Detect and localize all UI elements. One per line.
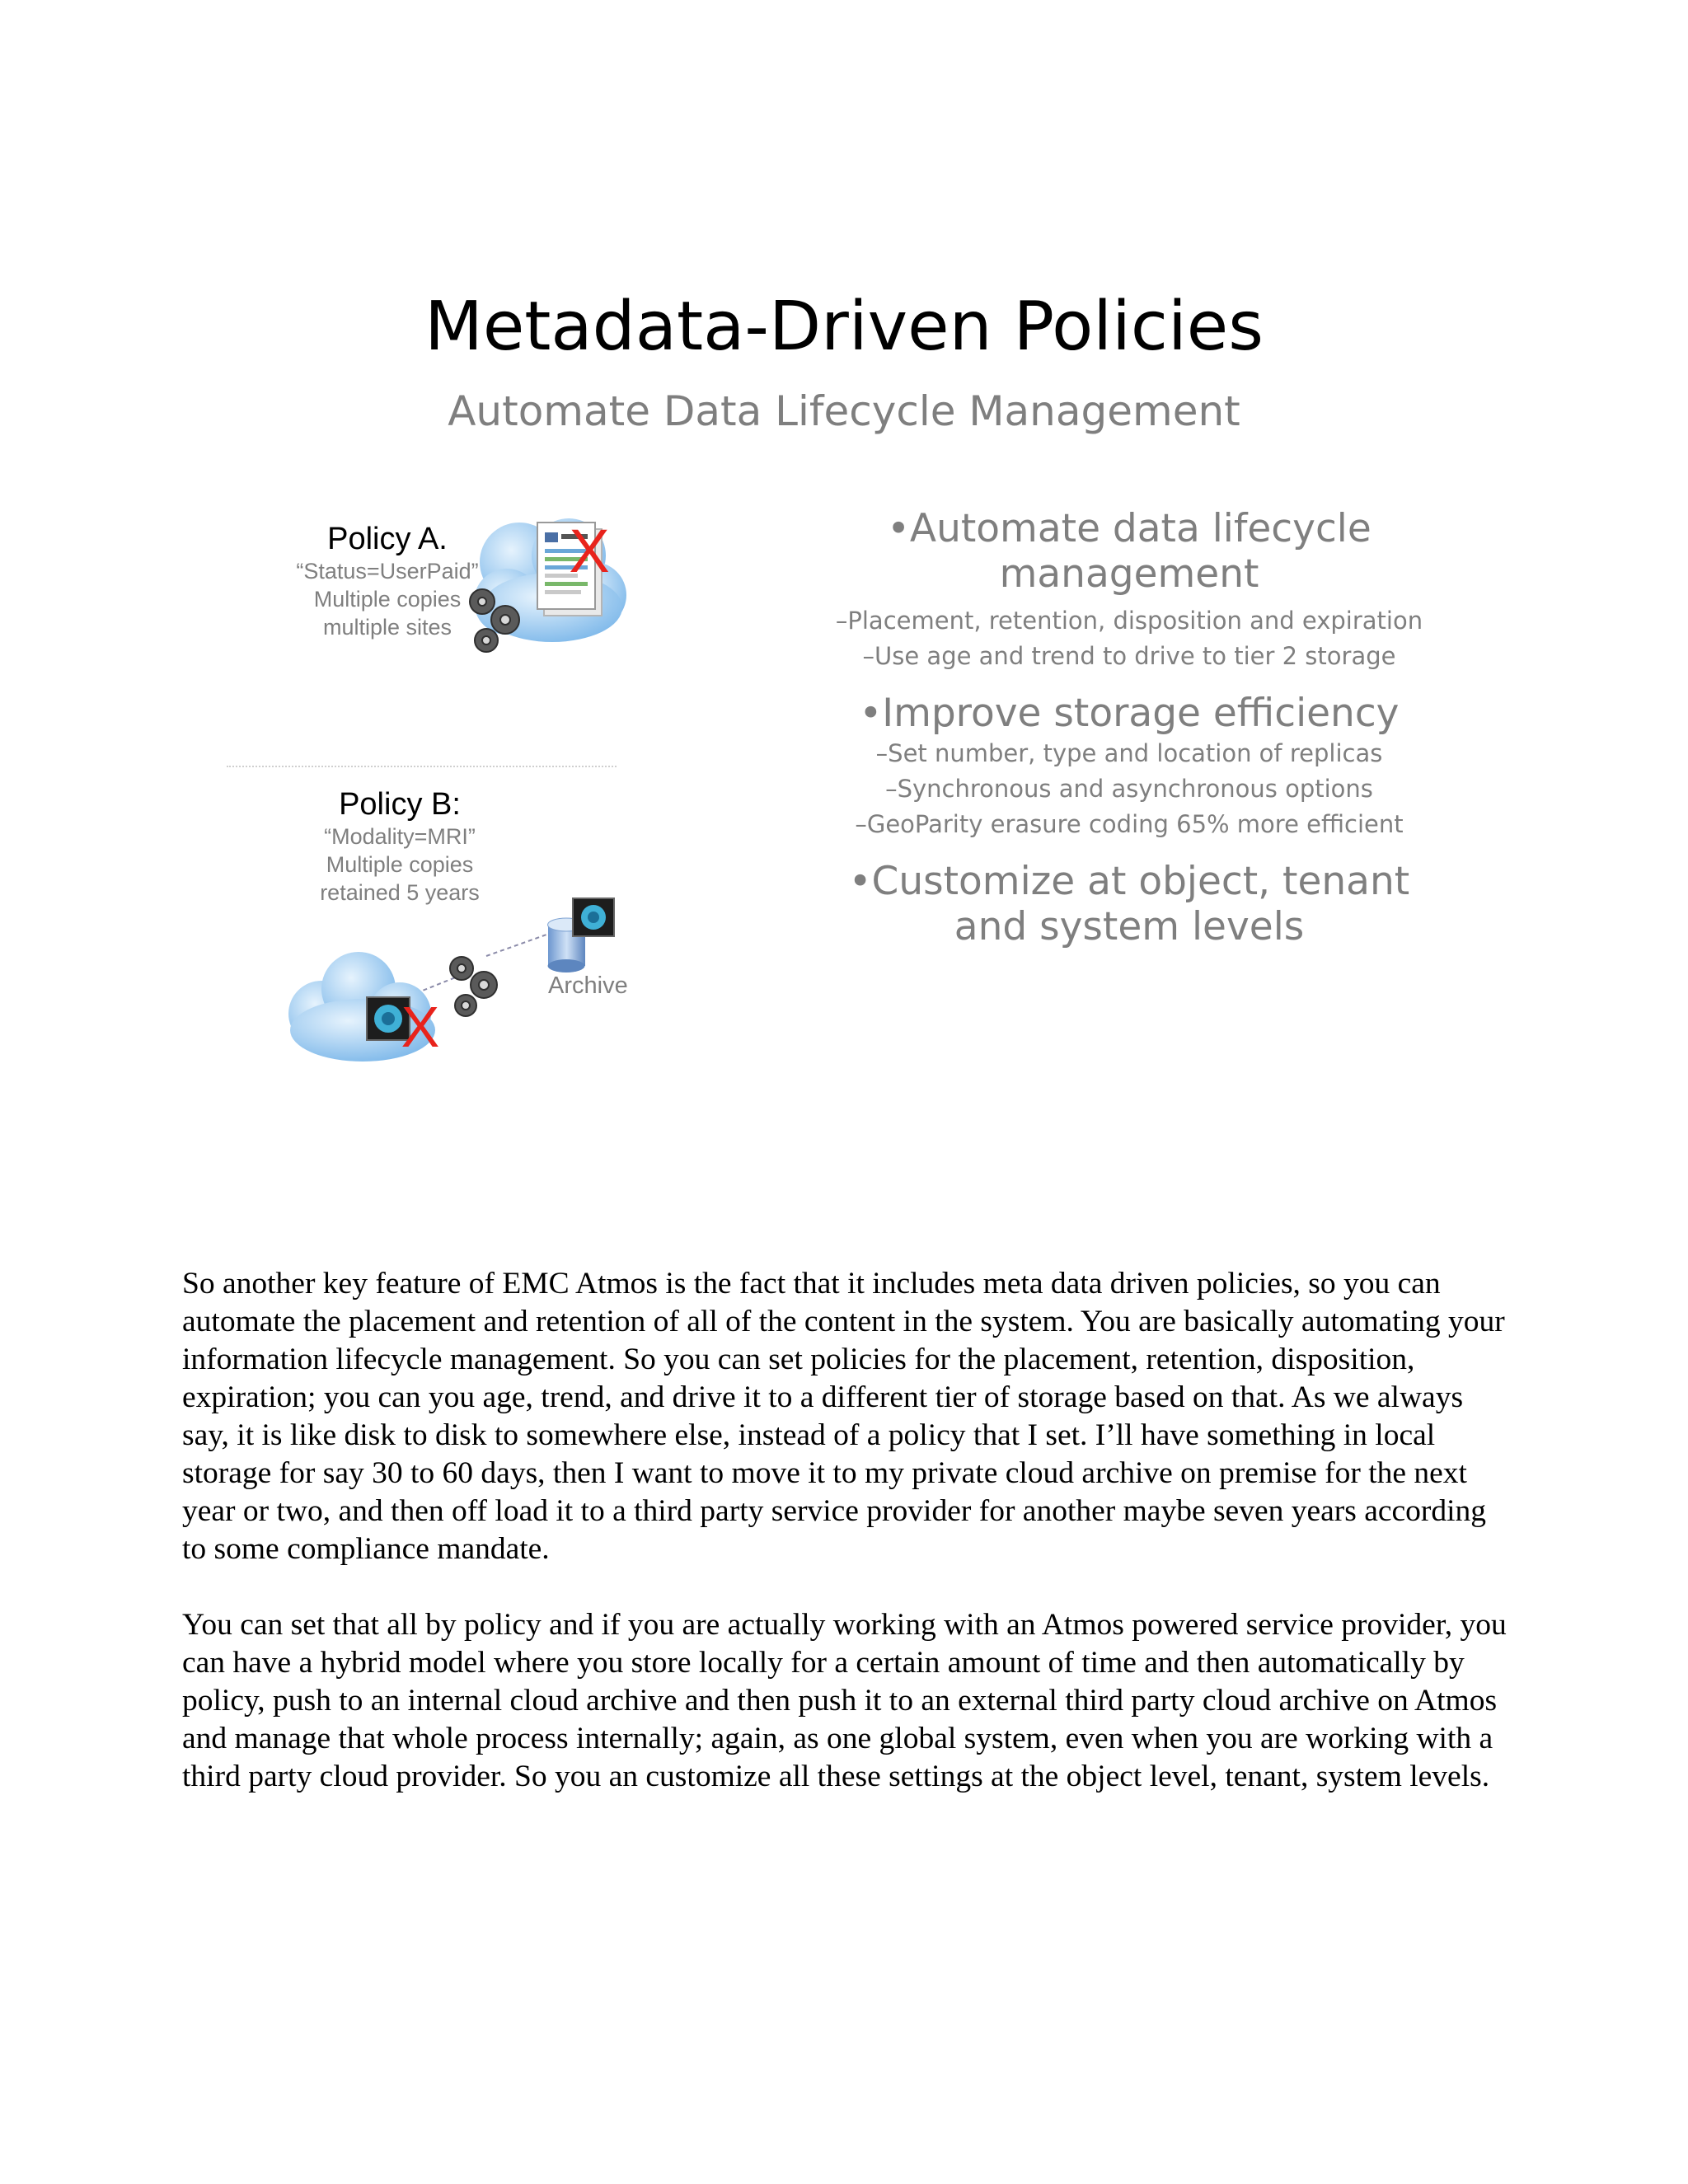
bullet-efficiency-sub3: –GeoParity erasure coding 65% more efficient <box>855 810 1404 838</box>
archive-storage-icon <box>548 898 615 972</box>
bullet-automate: •Automate data lifecycle management <box>887 506 1372 597</box>
bullet-automate-sub1: –Placement, retention, disposition and expiration <box>835 607 1423 635</box>
delete-x-icon: X <box>401 995 440 1059</box>
speaker-notes <box>182 1265 1517 1834</box>
bullet-efficiency-sub2: –Synchronous and asynchronous options <box>885 775 1373 803</box>
slide-subtitle: Automate Data Lifecycle Management <box>448 387 1240 435</box>
delete-x-icon: X <box>569 517 610 585</box>
divider <box>227 766 617 767</box>
policy-b-heading: Policy B: <box>339 787 461 822</box>
policy-a-line1: “Status=UserPaid” <box>296 559 479 583</box>
bullet-list <box>808 506 1451 949</box>
bullet-efficiency-sub1: –Set number, type and location of replicas <box>875 739 1383 767</box>
policy-a-line3: multiple sites <box>322 615 452 640</box>
bullet-efficiency: •Improve storage efficiency <box>859 691 1400 736</box>
archive-label: Archive <box>548 972 628 999</box>
cloud-document-icon <box>457 504 635 661</box>
policy-b-line2: Multiple copies <box>326 852 474 877</box>
policy-b-line1: “Modality=MRI” <box>324 824 476 849</box>
gears-icon <box>450 957 497 1016</box>
policy-a-heading: Policy A. <box>327 522 448 556</box>
bullet-automate-sub2: –Use age and trend to drive to tier 2 storage <box>862 642 1396 670</box>
policy-a-line2: Multiple copies <box>313 587 462 612</box>
notes-paragraph-1: So another key feature of EMC Atmos is the fact that it includes meta data driven policies, so you can automate the placement and retention of all of the content in the system. You are basically automating your information lifecycle management. So you can set policies for the placement, retention, disposition, expiration; you can you age, trend, and drive it to a different tier of storage based on that. As we always say, it is like disk to disk to somewhere else, instead of a policy that I set. I’ll have something in local storage for say 30 to 60 days, then I want to move it to my private cloud archive on premise for the next year or two, and then off load it to a third party service provider for another maybe seven years according to some compliance mandate. <box>182 1267 1505 1566</box>
notes-paragraph-2: You can set that all by policy and if you are actually working with an Atmos powered service provider, you can have a hybrid model where you store locally for a certain amount of time and then automatically by policy, push to an internal cloud archive and then push it to an external third party cloud archive on Atmos and manage that whole process internally; again, as one global system, even when you are working with a third party cloud provider. So you an customize all these settings at the object level, tenant, system levels. <box>182 1608 1507 1793</box>
bullet-customize: •Customize at object, tenant and system levels <box>848 859 1410 949</box>
slide-title: Metadata-Driven Policies <box>424 288 1264 366</box>
policy-b-label <box>284 786 515 907</box>
policy-b-line3: retained 5 years <box>320 880 480 905</box>
